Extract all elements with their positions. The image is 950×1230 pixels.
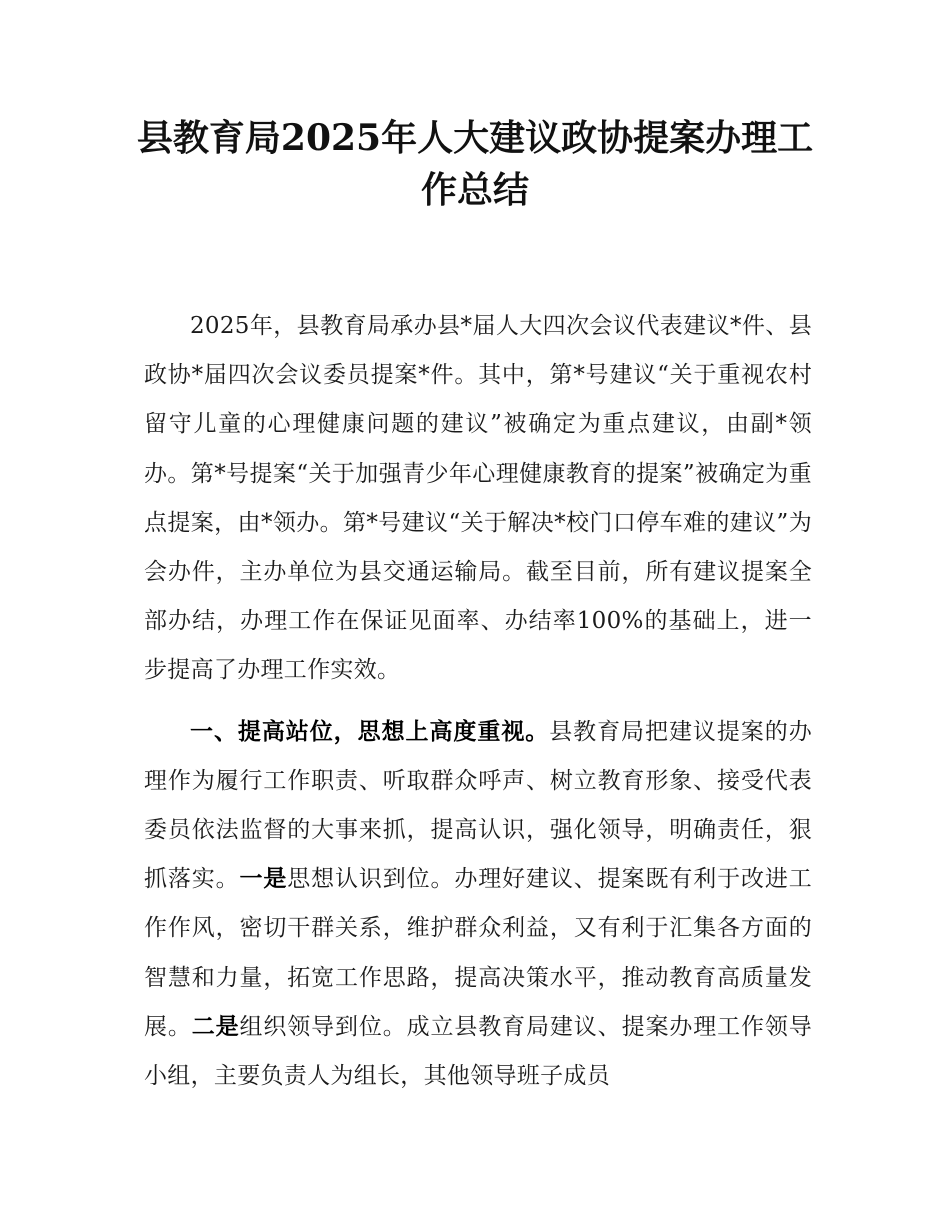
document-title: 县教育局2025年人大建议政协提案办理工作总结 [136,117,814,211]
section-heading: 一、提高站位，思想上高度重视。 [190,718,550,745]
point-marker-first: 一是 [239,866,288,893]
document-body [144,302,812,1101]
point-text-second: 组织领导到位。成立县教育局建议、提案办理工作领导小组，主要负责人为组长，其他领导班子成员 [144,1013,813,1090]
point-text-first: 思想认识到位。办理好建议、提案既有利于改进工作作风，密切干群关系，维护群众利益，又有利于汇集各方面的智慧和力量，拓宽工作思路，提高决策水平，推动教育高质量发展。 [144,866,812,1040]
intro-paragraph: 2025年，县教育局承办县*届人大四次会议代表建议*件、县政协*届四次会议委员提案*件。其中，第*号建议“关于重视农村留守儿童的心理健康问题的建议”被确定为重点建议，由副*领办。第*号提案“关于加强青少年心理健康教育的提案”被确定为重点提案，由*领办。第*号建议“关于解决*校门口停车难的建议”为会办件，主办单位为县交通运输局。截至目前，所有建议提案全部办结，办理工作在保证见面率、办结率100%的基础上，进一步提高了办理工作实效。 [144,313,812,684]
point-marker-second: 二是 [191,1013,240,1040]
section-text: 县教育局把建议提案的办理作为履行工作职责、听取群众呼声、树立教育形象、接受代表委员依法监督的大事来抓，提高认识，强化领导，明确责任，狠抓落实。 [144,718,812,893]
section-one-paragraph [144,708,812,1102]
